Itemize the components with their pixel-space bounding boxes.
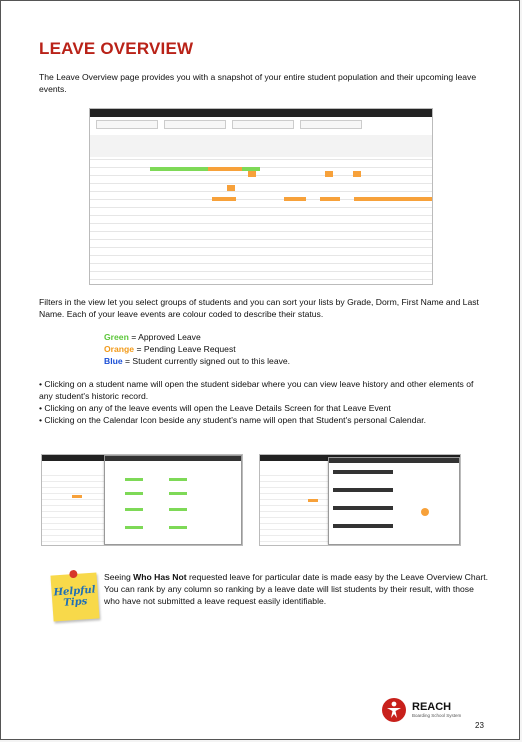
tips-paragraph (104, 571, 489, 607)
screenshot-leave-grid (90, 135, 432, 284)
reach-logo-icon (381, 697, 407, 723)
bullet-item: • Clicking on the Calendar Icon beside any student's name will open that Student's personal Calendar. (39, 415, 427, 425)
screenshot-panel-header (329, 458, 459, 463)
screenshot-pending-leave-bar (72, 495, 82, 498)
screenshot-calendar-event (125, 526, 143, 529)
screenshot-panel-row (333, 524, 393, 528)
screenshot-pending-chip (353, 171, 361, 177)
filters-paragraph: Filters in the view let you select groups of students and you can sort your lists by Grade, Dorm, First Name and Last Name. Each of your leave events are colour coded to describe their status. (39, 297, 479, 319)
screenshot-grid-header (90, 135, 432, 157)
screenshot-approved-leave-bar (150, 167, 260, 171)
legend-desc: = Student currently signed out to this leave. (122, 356, 291, 366)
legend-item-orange (104, 343, 290, 355)
reach-brand (381, 697, 461, 723)
bullet-item: • Clicking on a student name will open the student sidebar where you can view leave history and other elements of any student's historic record. (39, 379, 474, 401)
screenshot-panel-header (105, 456, 241, 461)
legend-term: Green (104, 332, 129, 342)
screenshot-calendar-event (125, 508, 143, 511)
screenshot-pending-leave-bar (308, 499, 318, 502)
page-title: LEAVE OVERVIEW (39, 39, 194, 58)
legend-desc: = Approved Leave (128, 332, 201, 342)
bullet-item: • Clicking on any of the leave events will open the Leave Details Screen for that Leave Event (39, 403, 391, 413)
calendar-screenshot (41, 454, 243, 546)
legend-item-green (104, 331, 290, 343)
status-legend (104, 331, 290, 367)
screenshot-pending-leave-bar (208, 167, 242, 171)
brand-name: REACH (412, 700, 452, 713)
screenshot-calendar-event (125, 478, 143, 481)
tips-emphasis: Who Has Not (133, 572, 187, 582)
screenshot-calendar-event (125, 492, 143, 495)
screenshot-pending-chip (227, 185, 235, 191)
screenshot-status-dot (421, 508, 429, 516)
screenshot-pending-leave-bar (212, 197, 236, 201)
bullet-list (39, 378, 489, 426)
screenshot-filter-row (90, 117, 432, 133)
screenshot-pending-leave-bar (284, 197, 306, 201)
screenshot-pending-chip (325, 171, 333, 177)
helpful-tips-note (50, 572, 99, 621)
screenshot-calendar-event (169, 526, 187, 529)
brand-tagline: Boarding School System (412, 712, 462, 718)
helpful-tips-label: Helpful Tips (53, 584, 96, 609)
pin-icon (69, 570, 78, 579)
screenshot-title-bar (90, 109, 432, 117)
screenshot-filter (164, 120, 226, 129)
screenshot-calendar-event (169, 478, 187, 481)
screenshot-pending-leave-bar (320, 197, 340, 201)
screenshot-calendar-event (169, 508, 187, 511)
legend-item-blue (104, 355, 290, 367)
screenshot-pending-chip (248, 171, 256, 177)
legend-desc: = Pending Leave Request (134, 344, 236, 354)
tips-rest: requested leave for particular date is made easy by the Leave Overview Chart. You can rank by any column so ranking by a leave date will list students by their result, with those who have not submitted a leave request easily identifiable. (104, 572, 489, 606)
screenshot-panel-row (333, 506, 393, 510)
brand-text (412, 702, 461, 719)
screenshot-calendar-panel (104, 455, 242, 545)
screenshot-calendar-event (169, 492, 187, 495)
screenshot-filter (300, 120, 362, 129)
tips-lead: Seeing (104, 572, 134, 582)
screenshot-details-panel (328, 457, 460, 545)
leave-overview-screenshot (89, 108, 433, 285)
screenshot-panel-row (333, 470, 393, 474)
screenshot-filter (232, 120, 294, 129)
screenshot-panel-row (333, 488, 393, 492)
screenshot-pending-leave-bar (354, 197, 432, 201)
page-number: 23 (475, 721, 484, 730)
screenshot-filter (96, 120, 158, 129)
legend-term: Orange (104, 344, 135, 354)
intro-paragraph: The Leave Overview page provides you with a snapshot of your entire student population and their upcoming leave events. (39, 72, 477, 94)
leave-details-screenshot (259, 454, 461, 546)
legend-term: Blue (104, 356, 123, 366)
